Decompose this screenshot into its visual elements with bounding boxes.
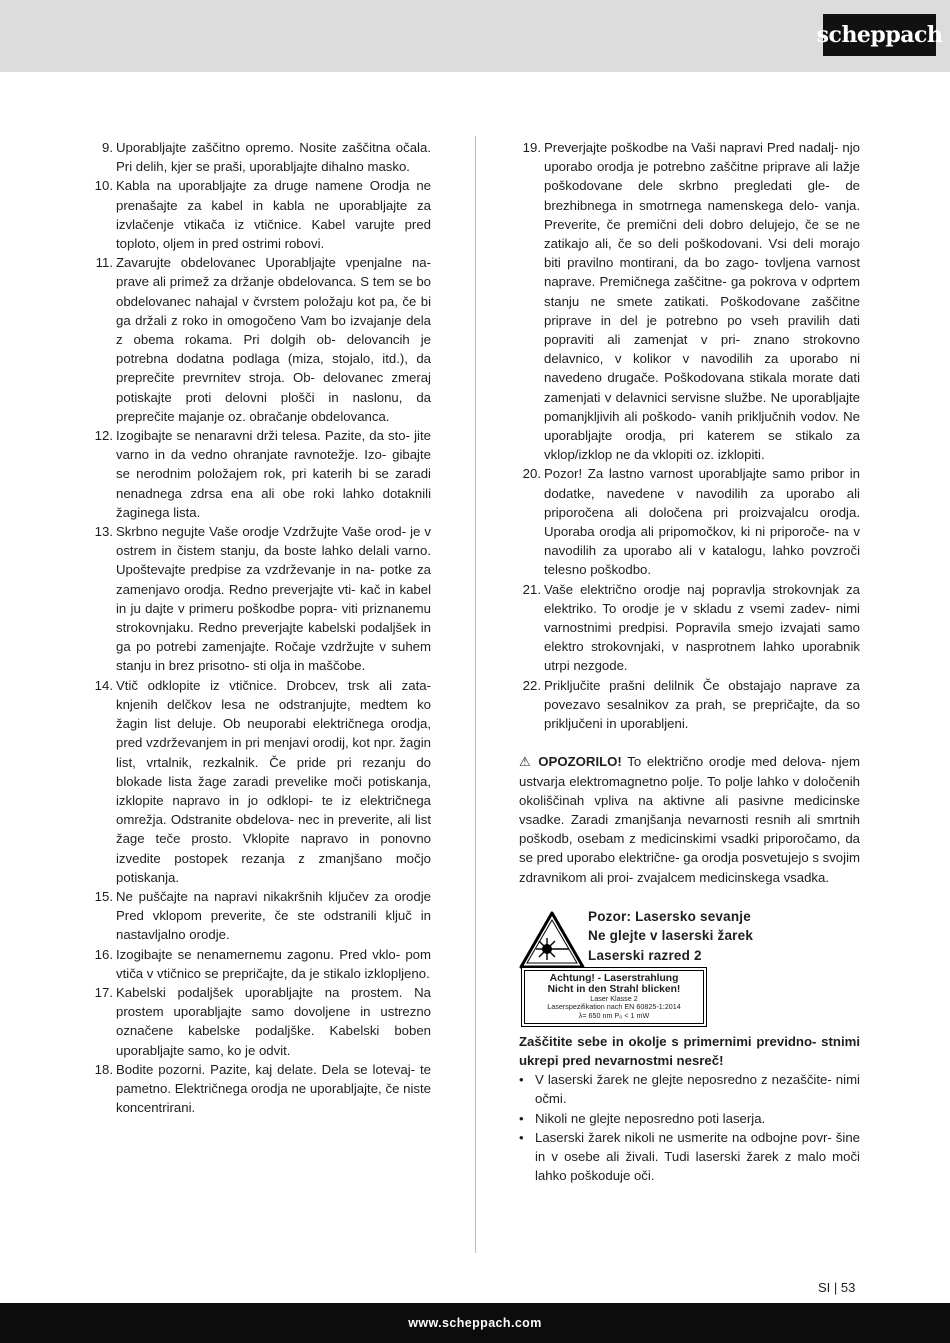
list-item [91,887,431,945]
item-line: in naslonu, da preprečite majanje oz. obračanje [116,389,431,424]
item-line: kač in kabel in ju dajte v primeru poškodbe popra- [116,581,431,616]
item-line: te iz električnega omrežja. Odstranite obdelova- [116,792,431,828]
list-item [519,1109,860,1128]
item-line: Poškodovane zaščitne priprave in del je potrebno [544,293,860,328]
label-line: Laserspezifikation nach EN 60825-1:2014 [547,1002,681,1012]
item-line: za elektriko. To orodje je v skladu z vsemi zadev- [544,581,860,616]
item-line: kot pa, če bi ga držali z roko in omogočeno Vam [116,293,432,328]
item-line: so priključeni in uporabljeni. [544,696,860,732]
item-line: delovanec zmeraj potiskajte proti delovni plošči [116,370,431,405]
list-item [91,1060,431,1118]
item-line: ko žagin list deluje. Ob neuporabi električnega [116,696,431,732]
item-number: 21. [522,581,541,597]
item-line: potke za zamenjavo orodja. Redno preverjajte vti- [116,562,431,597]
right-column [519,138,860,1185]
item-number: 11. [95,255,113,271]
laser-line: Laserski razred 2 [588,947,702,963]
item-line: njo uporabo orodja je potrebno zaščitne priprave [544,140,861,175]
footer-url[interactable]: www.scheppach.com [408,1316,542,1330]
item-line: jite varno in da vedno ohranjate ravnotežje. Izo- [116,428,431,463]
item-line: na v navodilih za uporabo ali v katalogu, lahko [544,524,860,559]
brand-logo [816,14,943,56]
item-line: Uporaba orodja ali pripomočkov, ki ni priporoče- [544,524,830,540]
list-item [519,1128,860,1186]
item-line: se zaradi nenadnega zdrsa ena ali obe roki lahko [116,466,431,501]
list-item [91,522,431,676]
brand-name: scheppach [816,22,943,48]
item-line: napravo in ponovno izvedite postopek rezanja z [116,831,431,866]
item-line: te pametno. Električnega orodja ne uporabljajte, [116,1061,431,1096]
item-line: ključ in nastavljalno orodje. [116,908,431,943]
item-line: samo elektro strokovnjaki, v nasprotnem lahko [544,620,860,655]
item-line: gibajte se nerodnim položajem rok, pri katerih bi [116,447,431,482]
bullet-text: V laserski žarek ne glejte neposredno z nezaščite- nimi očmi. [535,1072,860,1107]
item-line: toploto, oljem in pred ostrimi robovi. [116,236,325,252]
item-line: za uporabo ni navedeno drugače. Poškodovana [544,351,860,386]
item-number: 18. [94,1061,113,1077]
warning-label: OPOZORILO! [538,754,622,770]
item-line: moči potiskanja, izklopite napravo in jo odklopi- [116,773,432,808]
item-number: 17. [94,984,113,1000]
item-line: vanih priključnih vodov. Ne uporabljajte orodja, pri [544,408,861,444]
item-line: izvlačenje vtikača iz vtičnice. Kabel varujte pred [116,216,431,232]
item-line: nimi varnostnimi predpisi. Popravila smejo izvajati [544,600,860,636]
item-line: delovancih je potrebna dodatna podlaga (miza, [116,332,431,367]
item-line: kabelski podaljšek in ga po potrebi zamenjajte. [116,620,431,655]
item-line: povezavo sesalnikov za prah, se prepričajte, da [544,696,840,712]
item-line: očala. Pri delih, kjer se praši, uporabljajte dihalno [116,140,431,175]
list-item [519,580,860,676]
laser-warning-block [519,907,860,1031]
bullet-icon: • [519,1072,524,1088]
item-line: oz. izklopiti. [696,447,765,463]
item-line: obdelovanca. [311,408,390,424]
item-line: tovljena varnost naprave. Premičnega zaščitne- [544,255,860,290]
item-line: je v ostrem in čistem stanju, da boste lahko delali [116,524,431,559]
item-number: 12. [94,428,113,444]
item-line: Pozor! Za lastno varnost uporabljajte samo pribor [544,466,845,482]
bullet-icon: • [519,1110,524,1126]
item-number: 20. [522,466,541,482]
item-line: Ročaje vzdržujte v suhem stanju in brez prisotno- [116,639,431,674]
item-line: če se ne zatikajo ali, če so deli poškodovani. Vsi [544,216,860,252]
bullet-icon: • [519,1129,524,1145]
item-line: ga pokrova v odprtem stanju ne smete zatikati. [544,274,860,309]
label-line: Laser Klasse 2 [590,993,638,1003]
item-line: izklopljeno. [364,965,430,981]
laser-line: Pozor: Lasersko sevanje [588,908,751,924]
item-line: orodje Pred vklopom preverite, če ste odstranili [116,888,431,924]
item-number: 15. [94,888,113,904]
item-line: Kabelski podaljšek uporabljajte na prostem. Na [116,984,431,1000]
item-number: 13. [94,524,113,540]
label-line: Nicht in den Strahl blicken! [547,983,681,995]
item-line: sti olja in maščobe. [253,658,366,674]
item-line: označene kabelske podaljške. Kabelski boben [116,1023,431,1039]
item-line: de brezhibnega in smotrnega namenskega delo- [544,178,860,213]
item-line: Ne puščajte na napravi nikakršnih ključev za [116,888,389,904]
item-line: katerem se stikalo za vklop/izklop ne da vklopiti [544,428,860,463]
item-number: 14. [94,677,113,693]
item-line: masko. [367,159,410,175]
item-line: vanja. Preverite, če premični deli dobro delujejo, [544,197,861,232]
laser-class-label [521,967,707,1027]
item-line: Preverjajte poškodbe na Vaši napravi Pred nadalj- [544,140,839,155]
item-line: Vtič odklopite iz vtičnice. Drobcev, trsk ali zata- [116,677,431,693]
item-line: Uporabljajte zaščitno opremo. Nosite zaščitna [116,140,391,155]
item-line: dotaknili žaginega lista. [116,485,431,520]
bullet-text: Nikoli ne glejte neposredno poti laserja. [535,1110,766,1126]
item-line: deli morajo biti pravilno montirani, da bo zago- [544,236,860,271]
protect-bullets [519,1070,860,1185]
item-line: nec in preverite, ali list žage teče prosto. Vklopite [116,812,431,847]
item-line: povzroči telesno poškodbo. [544,543,860,578]
list-item [519,464,860,579]
bullet-text: Laserski žarek nikoli ne usmerite na odbojne povr- šine in v osebe ali živali. Tudi laserski žarek z malo moči lahko poškoduje oči. [535,1129,860,1184]
list-item [91,138,431,176]
item-line: stikala morate dati zamenjati v delavnici servisne [544,370,861,405]
list-item [519,138,860,464]
item-line: viti priznanemu strokovnjaku. Redno preverjajte [116,600,432,636]
list-item [519,676,860,734]
list-item [91,983,431,1060]
header-bar [0,0,950,72]
item-line: uporabnik utrpi nezgode. [544,639,860,674]
list-item [91,676,431,887]
item-line: Vaše električno orodje naj popravlja strokovnjak [544,581,840,597]
item-line: Izogibajte se nenamernemu zagonu. Pred vklo- [116,946,401,962]
item-line: prave ali primež za držanje obdelovanca. S tem [116,274,395,290]
item-line: rezanju do blokade lista žage zaradi prevelike [116,754,431,789]
item-line: Kabla na uporabljajte za druge namene Orodja [116,178,410,194]
item-line: in dodatke, navedene v navodilih za uporabo ali [544,466,860,501]
item-line: se bo obdelovanec nahajal v čvrstem položaju [116,274,431,309]
warning-text: To električno orodje med delova- njem ustvarja elektromagnetno polje. To polje lahko v določenih okoliščinah vpliva na aktivne ali pasivne medicinske vsadke. Zaradi zmanjšanja nevarnosti resnih ali smrtnih poškodb, osebam z medicinskimi vsadki priporočamo, da se pred uporabo električne- ga orodja posvetujejo s svojim zdravnikom ali proi- zvajalcem medicinskega vsadka. [519,754,860,885]
item-number: 10. [94,178,113,194]
item-line: Zavarujte obdelovanec Uporabljajte vpenjalne na- [116,255,431,271]
item-line: službe. Ne uporabljajte pomanjkljivih ali poškodo- [544,389,861,424]
left-column [91,138,431,1117]
item-number: 22. [522,677,541,693]
list-item [519,1070,860,1108]
item-line: Bodite pozorni. Pazite, kaj delate. Dela se lotevaj- [116,1061,416,1077]
item-line: knjenih delčkov lesa ne odstranjujte, medtem [116,696,408,712]
label-line: λ= 650 nm P₀ < 1 mW [578,1010,650,1020]
item-line: varno. Upoštevajte predpise za vzdrževanje in na- [116,543,431,578]
list-item [91,945,431,983]
item-line: Izogibajte se nenaravni drži telesa. Pazite, da sto- [116,428,411,444]
protect-heading: Zaščitite sebe in okolje s primernimi previdno- stnimi ukrepi pred nevarnostmi nesreč! [519,1033,860,1068]
footer-bar [0,1303,950,1343]
item-line: orodja, pred vzdrževanjem in pri menjavi orodij, [116,716,432,751]
item-line: zmanjšano močjo potiskanja. [116,850,431,885]
item-line: ali lažje poškodovane dele skrbno pregledati gle- [544,159,860,194]
item-number: 19. [522,140,541,155]
emf-warning [519,752,860,886]
item-line: po vseh pravilih dati popraviti ali zamenjat v pri- [544,312,860,348]
list-item [91,176,431,253]
item-line: če niste koncentrirani. [116,1080,431,1116]
item-line: priporočena ali določena pri proizvajalcu orodja. [544,504,860,520]
item-line: stojalo, itd.), da preprečite prevrnitev stroja. Ob- [116,351,431,386]
item-line: Skrbno negujte Vaše orodje Vzdržujte Vaše orod- [116,524,406,540]
laser-line: Ne glejte v laserski žarek [588,928,754,944]
item-line: bo izvajanje dela z obema rokama. Pri dolgih ob- [116,312,432,348]
item-line: pom vtiča v vtičnico se prepričajte, da je stikalo [116,946,431,981]
label-line: Achtung! - Laserstrahlung [549,972,679,984]
item-line: prostem uporabljajte samo dovoljene in ustrezno [116,1004,431,1020]
list-item [91,253,431,426]
list-item [91,426,431,522]
laser-warning-text [588,907,753,966]
laser-hazard-icon [519,911,585,969]
item-line: znano strokovno delavnico, v kolikor v navodilih [544,332,860,367]
item-line: uporabljajte samo, ko je odvit. [116,1042,291,1058]
column-divider [475,136,476,1253]
warning-triangle-icon: ⚠ [519,754,533,770]
item-number: 9. [102,140,113,155]
item-number: 16. [94,946,113,962]
item-line: ne prenašajte za kabel in kabla ne uporabljajte za [116,178,431,213]
item-line: kot npr. žagin list, vrtalnik, rezkalnik. Če pride pri [116,735,431,770]
page-number: SI | 53 [818,1280,856,1295]
item-line: Priključite prašni delilnik Če obstajajo naprave za [544,677,860,693]
